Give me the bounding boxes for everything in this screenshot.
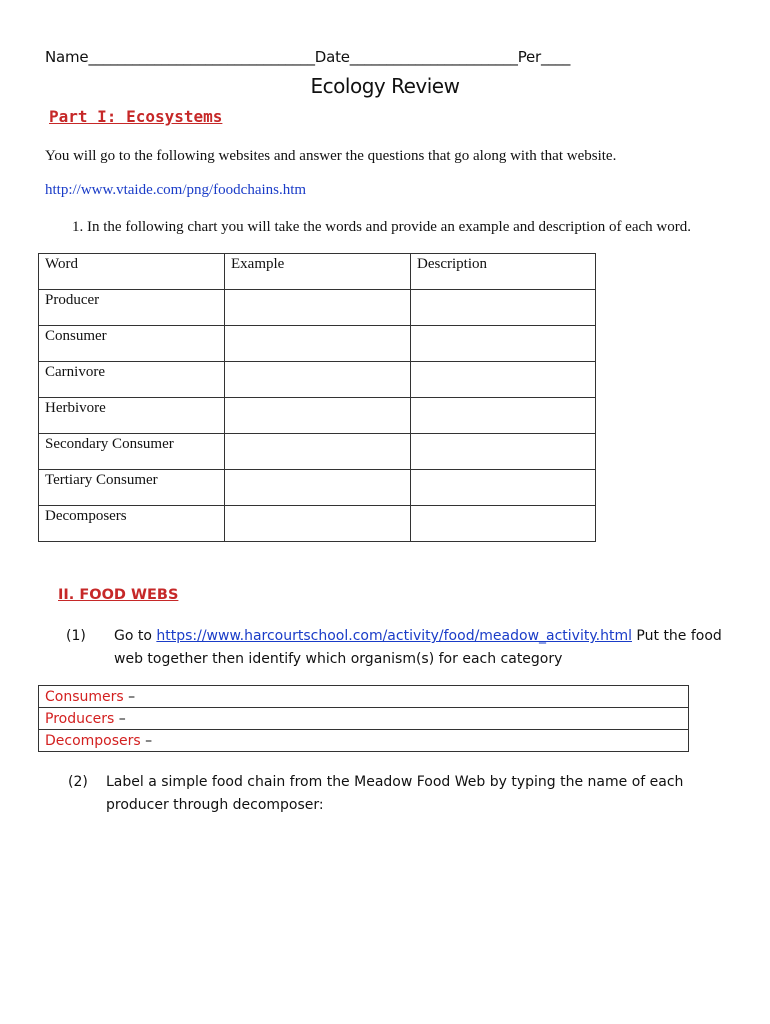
word-cell: Herbivore xyxy=(39,398,225,434)
name-date-period-line: Name_______________________________Date_______________________Per____ xyxy=(45,48,571,66)
foodchains-link[interactable]: http://www.vtaide.com/png/foodchains.htm xyxy=(45,182,307,198)
item-1-prefix: Go to xyxy=(114,628,157,644)
category-dash: – xyxy=(123,688,136,705)
example-cell[interactable] xyxy=(225,398,411,434)
example-cell[interactable] xyxy=(225,290,411,326)
description-cell[interactable] xyxy=(411,326,596,362)
description-cell[interactable] xyxy=(411,470,596,506)
table-header-row xyxy=(39,254,596,290)
description-cell[interactable] xyxy=(411,290,596,326)
table-row xyxy=(39,470,596,506)
table-row[interactable] xyxy=(39,730,689,752)
description-cell[interactable] xyxy=(411,398,596,434)
example-cell[interactable] xyxy=(225,506,411,542)
description-cell[interactable] xyxy=(411,506,596,542)
producers-label: Producers xyxy=(45,710,115,727)
table-row xyxy=(39,326,596,362)
header-example: Example xyxy=(225,254,411,290)
table-row xyxy=(39,398,596,434)
category-dash: – xyxy=(140,732,153,749)
table-row xyxy=(39,434,596,470)
description-cell[interactable] xyxy=(411,434,596,470)
item-1-number: (1) xyxy=(66,628,86,644)
item-2-text: Label a simple food chain from the Meadow Food Web by typing the name of each producer through decomposer: xyxy=(106,774,684,813)
header-word: Word xyxy=(39,254,225,290)
table-row xyxy=(39,362,596,398)
table-row xyxy=(39,290,596,326)
part1-heading: Part I: Ecosystems xyxy=(49,107,223,126)
decomposers-label: Decomposers xyxy=(45,732,141,749)
header-description: Description xyxy=(411,254,596,290)
example-cell[interactable] xyxy=(225,434,411,470)
word-cell: Consumer xyxy=(39,326,225,362)
word-cell: Carnivore xyxy=(39,362,225,398)
word-cell: Tertiary Consumer xyxy=(39,470,225,506)
meadow-activity-link[interactable]: https://www.harcourtschool.com/activity/food/meadow_activity.html xyxy=(156,628,632,644)
page-title: Ecology Review xyxy=(310,74,460,98)
table-row[interactable] xyxy=(39,708,689,730)
category-table xyxy=(38,685,689,752)
food-web-item-1 xyxy=(66,625,726,671)
item-1-suffix: Put the food web together then identify which organism(s) for each category xyxy=(114,628,722,667)
word-cell: Secondary Consumer xyxy=(39,434,225,470)
part2-heading: II. FOOD WEBS xyxy=(58,587,179,603)
food-web-item-2 xyxy=(68,771,718,817)
part1-intro: You will go to the following websites and answer the questions that go along with that website. xyxy=(45,148,617,164)
table-row[interactable] xyxy=(39,686,689,708)
example-cell[interactable] xyxy=(225,362,411,398)
example-cell[interactable] xyxy=(225,470,411,506)
table-row xyxy=(39,506,596,542)
item-2-number: (2) xyxy=(68,774,88,790)
vocabulary-table xyxy=(38,253,596,542)
consumers-label: Consumers xyxy=(45,688,124,705)
word-cell: Decomposers xyxy=(39,506,225,542)
question-1: 1. In the following chart you will take the words and provide an example and description of each word. xyxy=(72,219,691,235)
category-dash: – xyxy=(114,710,126,727)
example-cell[interactable] xyxy=(225,326,411,362)
word-cell: Producer xyxy=(39,290,225,326)
description-cell[interactable] xyxy=(411,362,596,398)
